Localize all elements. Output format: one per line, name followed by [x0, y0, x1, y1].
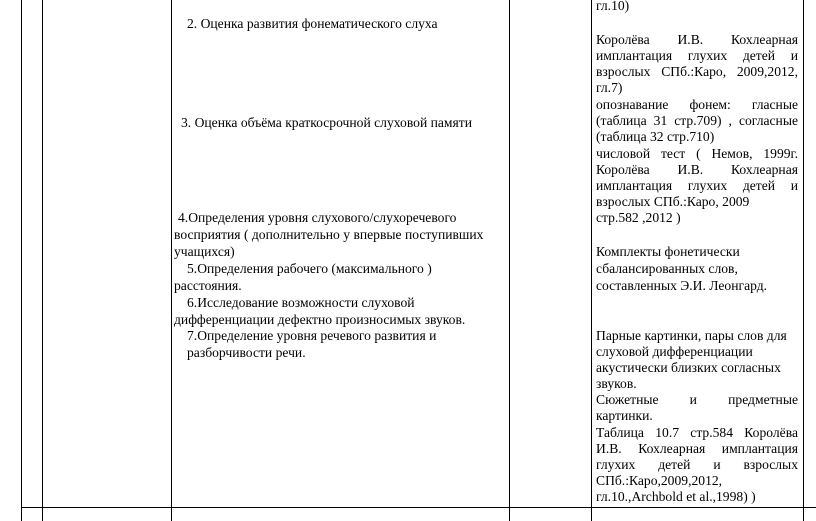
table-border-right	[803, 0, 804, 521]
task-item: 5.Определения рабочего (максимального )	[187, 261, 432, 276]
task-item: 3. Оценка объёма краткосрочной слуховой памяти	[181, 115, 472, 130]
material-line: имплантация глухих детей и	[596, 48, 798, 63]
material-line: сбалансированных слов,	[596, 261, 738, 276]
material-line: стр.582 ,2012 )	[596, 210, 681, 225]
table-border-left	[21, 0, 22, 521]
material-line: глухих детей и взрослых	[596, 457, 798, 472]
task-item: дифференциации дефектно произносимых звуков.	[174, 312, 466, 327]
task-item: 7.Определение уровня речевого развития и	[187, 328, 437, 343]
material-line: звуков.	[596, 376, 637, 391]
material-line: Королёва И.В. Кохлеарная	[596, 32, 798, 47]
material-line: гл.10)	[596, 0, 630, 13]
column-divider-task	[171, 0, 172, 521]
table-border-inner	[42, 0, 43, 521]
material-line: взрослых СПб.:Каро, 2009	[596, 194, 750, 209]
task-item: 2. Оценка развития фонематического слуха	[187, 16, 438, 31]
material-line: акустически близких согласных	[596, 360, 781, 375]
column-divider-materials	[591, 0, 592, 521]
task-item: расстояния.	[174, 278, 242, 293]
material-line: картинки.	[596, 408, 653, 423]
material-line: гл.10.,Archbold et al.,1998) )	[596, 489, 756, 504]
task-item: учащихся)	[174, 244, 235, 259]
material-line: числовой тест ( Немов, 1999г.	[596, 146, 798, 161]
material-line: Таблица 10.7 стр.584 Королёва	[596, 425, 798, 440]
material-line: гл.7)	[596, 80, 623, 95]
material-line: Комплекты фонетически	[596, 244, 740, 259]
material-line: Королёва И.В. Кохлеарная	[596, 162, 798, 177]
material-line: составленных Э.И. Леонгард.	[596, 278, 768, 293]
task-item: 6.Исследование возможности слуховой	[187, 295, 415, 310]
task-item: разборчивости речи.	[187, 345, 306, 360]
material-line: (таблица 32 стр.710)	[596, 129, 715, 144]
material-line: взрослых СПб.:Каро, 2009,2012,	[596, 64, 798, 79]
material-line: Парные картинки, пары слов для	[596, 328, 787, 343]
material-line: имплантация глухих детей и	[596, 178, 798, 193]
table-border-bottom	[21, 507, 816, 508]
material-line: СПб.:Каро,2009,2012,	[596, 473, 723, 488]
material-line: (таблица 31 стр.709) , согласные	[596, 113, 798, 128]
task-item: восприятия ( дополнительно у впервые поступивших	[174, 227, 484, 242]
material-line: слуховой дифференциации	[596, 344, 753, 359]
material-line: И.В. Кохлеарная имплантация	[596, 441, 798, 456]
material-line: опознавание фонем: гласные	[596, 97, 798, 112]
task-item: 4.Определения уровня слухового/слухоречевого	[178, 210, 457, 225]
column-divider-method	[509, 0, 510, 521]
material-line: Сюжетные и предметные	[596, 392, 798, 407]
